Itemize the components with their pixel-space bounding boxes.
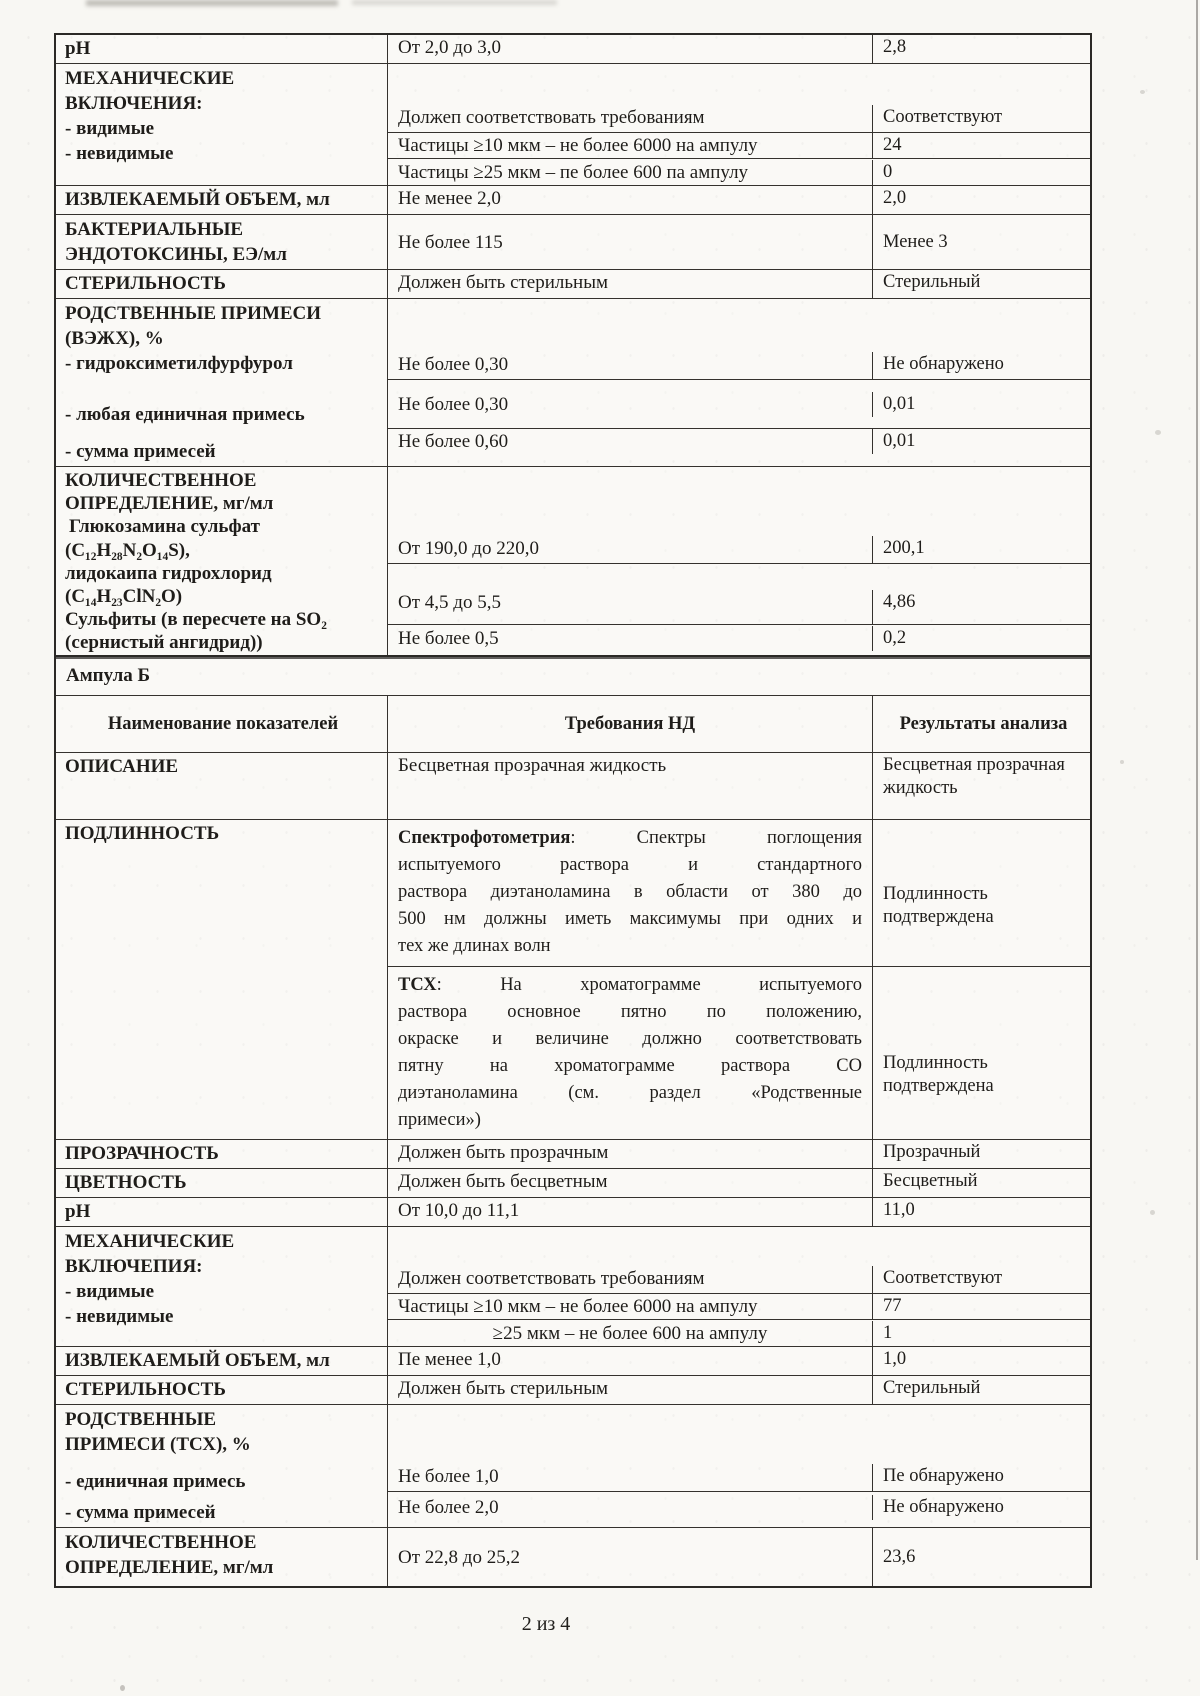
requirement-cell: От 2,0 до 3,0 [388, 35, 873, 63]
requirement-line: тех же длинах волн [398, 936, 551, 956]
sub-rows [388, 1227, 1090, 1346]
requirement-cell: Не более 0,30 [388, 392, 873, 417]
requirement-text: : Спектры поглощения [570, 828, 862, 848]
param-line: ВКЛЮЧЕНИЯ: [65, 93, 203, 114]
requirement-cell: Не более 1,0 [388, 1464, 873, 1491]
param-name-cell: pH [56, 35, 388, 63]
row-mechanical-inclusions [56, 63, 1090, 185]
param-name-cell: СТЕРИЛЬНОСТЬ [56, 270, 388, 298]
result-cell: Стерильный [883, 1378, 981, 1398]
row-description [56, 752, 1090, 819]
sub-row [388, 158, 1090, 185]
requirement-cell: Должен быть стерильным [388, 1376, 873, 1404]
param-line: ОПРЕДЕЛЕНИЕ, мг/мл [65, 1557, 274, 1578]
param-name-cell [56, 1528, 388, 1586]
sub-rows [388, 299, 1090, 466]
param-line: КОЛИЧЕСТВЕННОЕ [65, 470, 257, 491]
param-line: Глюкозамина сульфат [69, 516, 260, 538]
result-cell: 4,86 [883, 592, 916, 612]
row-assay [56, 1527, 1090, 1586]
method-name: Спектрофотометрия [398, 828, 571, 848]
sub-row [388, 563, 1090, 624]
result-cell: Соответствуют [883, 107, 1003, 127]
param-name-cell [56, 1227, 388, 1346]
param-line: (C₁₄H₂₃ClN₂O) [65, 586, 183, 608]
row-mechanical-inclusions [56, 1226, 1090, 1346]
requirement-cell: Бесцветная прозрачная жидкость [388, 753, 873, 819]
requirement-cell [388, 820, 873, 966]
requirement-line [398, 825, 862, 852]
sub-row [388, 379, 1090, 428]
param-line: БАКТЕРИАЛЬНЫЕ [65, 219, 244, 240]
row-colority [56, 1168, 1090, 1197]
result-cell: Прозрачный [883, 1142, 981, 1162]
requirement-text: : На хроматограмме испытуемого [436, 975, 862, 995]
param-line: (сернистый ангидрид)) [65, 632, 263, 654]
qc-table-ampoule-b [54, 655, 1092, 1588]
header-results: Результаты анализа [899, 713, 1068, 734]
row-sterility [56, 269, 1090, 298]
result-cell: 1,0 [883, 1349, 907, 1369]
result-cell [873, 215, 1090, 269]
param-name-cell: ПРОЗРАЧНОСТЬ [56, 1140, 388, 1168]
param-line: (ВЭЖХ), % [65, 328, 164, 349]
row-extractable-volume [56, 185, 1090, 214]
requirement-line: пятну на хроматограмме раствора СО [398, 1056, 862, 1076]
sub-rows [388, 467, 1090, 657]
result-text: 23,6 [883, 1546, 916, 1567]
result-cell: Подлинность подтверждена [883, 883, 994, 927]
requirement-cell: Должен быть прозрачным [388, 1140, 873, 1168]
result-cell: 77 [883, 1296, 902, 1316]
scan-smudge-top-right [352, 0, 557, 5]
sub-row [388, 1319, 1090, 1346]
requirement-line: примеси») [398, 1110, 481, 1130]
param-line: РОДСТВЕННЫЕ [65, 1409, 217, 1430]
result-cell: 0,01 [883, 393, 916, 414]
requirement-line: раствора диэтаноламина в области от 380 до [398, 882, 862, 902]
result-cell: 0,01 [883, 431, 916, 451]
row-ph [56, 1197, 1090, 1226]
param-name-cell [56, 215, 388, 269]
requirement-cell: Должен быть стерильным [388, 270, 873, 298]
sub-rows [388, 1405, 1090, 1527]
row-identity [56, 819, 1090, 1139]
param-line: (C₁₂H₂₈N₂O₁₄S), [65, 539, 190, 561]
requirement-cell: Не более 0,60 [388, 429, 873, 454]
sub-row [388, 1227, 1090, 1293]
param-line: - видимые [65, 1281, 155, 1302]
requirement-cell: От 4,5 до 5,5 [388, 590, 873, 624]
result-cell: 2,8 [883, 37, 907, 57]
sub-row [388, 1491, 1090, 1522]
result-cell: 200,1 [883, 538, 925, 558]
param-line: - единичная примесь [65, 1471, 246, 1492]
requirement-line [398, 972, 862, 999]
requirement-line: окраске и величине должно соответствовать [398, 1029, 862, 1049]
param-line: - любая единичная примесь [65, 404, 305, 425]
requirement-cell [388, 215, 873, 269]
requirement-cell: Пе менее 1,0 [388, 1347, 873, 1375]
param-line: - видимые [65, 118, 155, 139]
scan-edge-line [1196, 0, 1199, 1560]
requirement-text: Не более 115 [398, 231, 503, 253]
result-line: жидкость [883, 778, 958, 798]
result-cell [873, 1528, 1090, 1586]
requirement-cell: Частицы ≥10 мкм – не более 6000 на ампулу [388, 1294, 873, 1319]
param-name-cell: ИЗВЛЕКАЕМЫЙ ОБЪЕМ, мл [56, 186, 388, 214]
result-cell: Пе обнаружено [883, 1466, 1004, 1486]
param-name-cell: ЦВЕТНОСТЬ [56, 1169, 388, 1197]
requirement-cell: От 190,0 до 220,0 [388, 536, 873, 563]
result-cell: Стерильный [883, 272, 981, 292]
sub-row [388, 467, 1090, 563]
requirement-line: 500 нм должны иметь максимумы при одних и [398, 909, 862, 929]
result-cell: 24 [883, 135, 902, 155]
sub-row [388, 1293, 1090, 1319]
param-name-cell [56, 64, 388, 185]
row-assay [56, 466, 1090, 657]
param-line: МЕХАНИЧЕСКИЕ [65, 1231, 235, 1252]
result-line: Бесцветная прозрачная [883, 755, 1065, 775]
scan-speck [1120, 760, 1124, 764]
requirement-cell: Частицы ≥25 мкм – пе более 600 па ампулу [388, 160, 873, 185]
param-line: ПРИМЕСИ (ТСХ), % [65, 1434, 251, 1455]
param-name-cell: pH [56, 1198, 388, 1226]
result-cell: Не обнаружено [883, 1496, 1004, 1517]
param-name-cell [56, 299, 388, 466]
requirement-line: диэтаноламина (см. раздел «Родственные [398, 1083, 862, 1103]
param-line: Сульфиты (в пересчете на SO₂ [65, 609, 327, 631]
requirement-cell: Не более 0,5 [388, 626, 873, 651]
param-line: - невидимые [65, 1306, 174, 1327]
row-extractable-volume [56, 1346, 1090, 1375]
sub-row [388, 64, 1090, 132]
requirement-cell: Не менее 2,0 [388, 186, 873, 214]
ampoule-b-label: Ампула Б [66, 665, 151, 686]
sub-row [388, 624, 1090, 652]
result-cell: 0 [883, 161, 893, 182]
requirement-text: От 22,8 до 25,2 [398, 1546, 520, 1568]
param-name-cell: ПОДЛИННОСТЬ [56, 820, 388, 1139]
param-name-cell: СТЕРИЛЬНОСТЬ [56, 1376, 388, 1404]
row-transparency [56, 1139, 1090, 1168]
scan-speck [120, 1685, 125, 1691]
param-name-cell [56, 1405, 388, 1527]
param-line: - невидимые [65, 143, 174, 164]
requirement-cell [388, 1528, 873, 1586]
result-cell: Соответствуют [883, 1268, 1003, 1288]
method-name: ТСХ [398, 975, 437, 995]
param-name-cell [56, 467, 388, 657]
scan-speck [1140, 90, 1145, 94]
page-number: 2 из 4 [521, 1613, 571, 1635]
param-line: ОПРЕДЕЛЕНИЕ, мг/мл [65, 493, 274, 515]
result-cell: Бесцветный [883, 1171, 978, 1191]
param-line: - гидроксиметилфурфурол [65, 353, 293, 374]
param-name-cell: ОПИСАНИЕ [56, 753, 388, 819]
requirement-cell: От 10,0 до 11,1 [388, 1198, 873, 1226]
result-cell: 0,2 [883, 628, 907, 648]
sub-row-tlc [388, 966, 1090, 1139]
row-related-impurities [56, 1404, 1090, 1527]
row-related-impurities [56, 298, 1090, 466]
param-line: РОДСТВЕННЫЕ ПРИМЕСИ [65, 303, 322, 324]
result-text: Менее 3 [883, 231, 948, 252]
sub-row [388, 299, 1090, 379]
result-cell: 2,0 [883, 188, 907, 208]
param-line: лидокаипа гидрохлорид [65, 562, 272, 584]
requirement-cell: Должен быть бесцветным [388, 1169, 873, 1197]
sub-row [388, 428, 1090, 454]
result-cell: Подлинность подтверждена [883, 1052, 994, 1096]
requirement-cell: Должеп соответствовать требованиям [388, 105, 873, 132]
sub-row-spectrophotometry [388, 820, 1090, 966]
row-bacterial-endotoxins [56, 214, 1090, 269]
param-line: МЕХАНИЧЕСКИЕ [65, 68, 235, 89]
qc-table-ampoule-a [54, 33, 1092, 659]
sub-rows [388, 64, 1090, 185]
section-label-row [56, 657, 1090, 695]
param-line: - сумма примесей [65, 441, 216, 462]
sub-row [388, 1405, 1090, 1491]
result-cell: 11,0 [883, 1200, 915, 1220]
scan-speck [1155, 430, 1161, 435]
header-requirements: Требования НД [388, 696, 873, 752]
row-sterility [56, 1375, 1090, 1404]
requirement-cell: Не более 2,0 [388, 1495, 873, 1520]
sub-row [388, 132, 1090, 158]
param-line: ЭНДОТОКСИНЫ, ЕЭ/мл [65, 244, 287, 265]
sub-rows [388, 820, 1090, 1139]
param-line: ВКЛЮЧЕПИЯ: [65, 1256, 203, 1277]
requirement-cell: ≥25 мкм – не более 600 на ампулу [388, 1321, 873, 1346]
param-name-cell: ИЗВЛЕКАЕМЫЙ ОБЪЕМ, мл [56, 1347, 388, 1375]
scan-speck [1150, 1210, 1155, 1215]
result-cell: 1 [883, 1322, 893, 1343]
table-header-row [56, 695, 1090, 752]
requirement-line: раствора основное пятно по положению, [398, 1002, 862, 1022]
result-cell [873, 753, 1090, 819]
row-ph [56, 35, 1090, 63]
header-parameter: Наименование показателей [56, 696, 388, 752]
param-line: КОЛИЧЕСТВЕННОЕ [65, 1532, 257, 1553]
requirement-line: испытуемого раствора и стандартного [398, 855, 862, 875]
requirement-cell: Частицы ≥10 мкм – не более 6000 на ампулу [388, 133, 873, 158]
requirement-cell: Не более 0,30 [388, 352, 873, 379]
requirement-cell: Должен соответствовать требованиям [388, 1266, 873, 1293]
result-cell: Не обнаружено [883, 354, 1004, 374]
requirement-cell [388, 967, 873, 1139]
param-line: - сумма примесей [65, 1502, 216, 1523]
scan-smudge-top-left [86, 0, 338, 6]
